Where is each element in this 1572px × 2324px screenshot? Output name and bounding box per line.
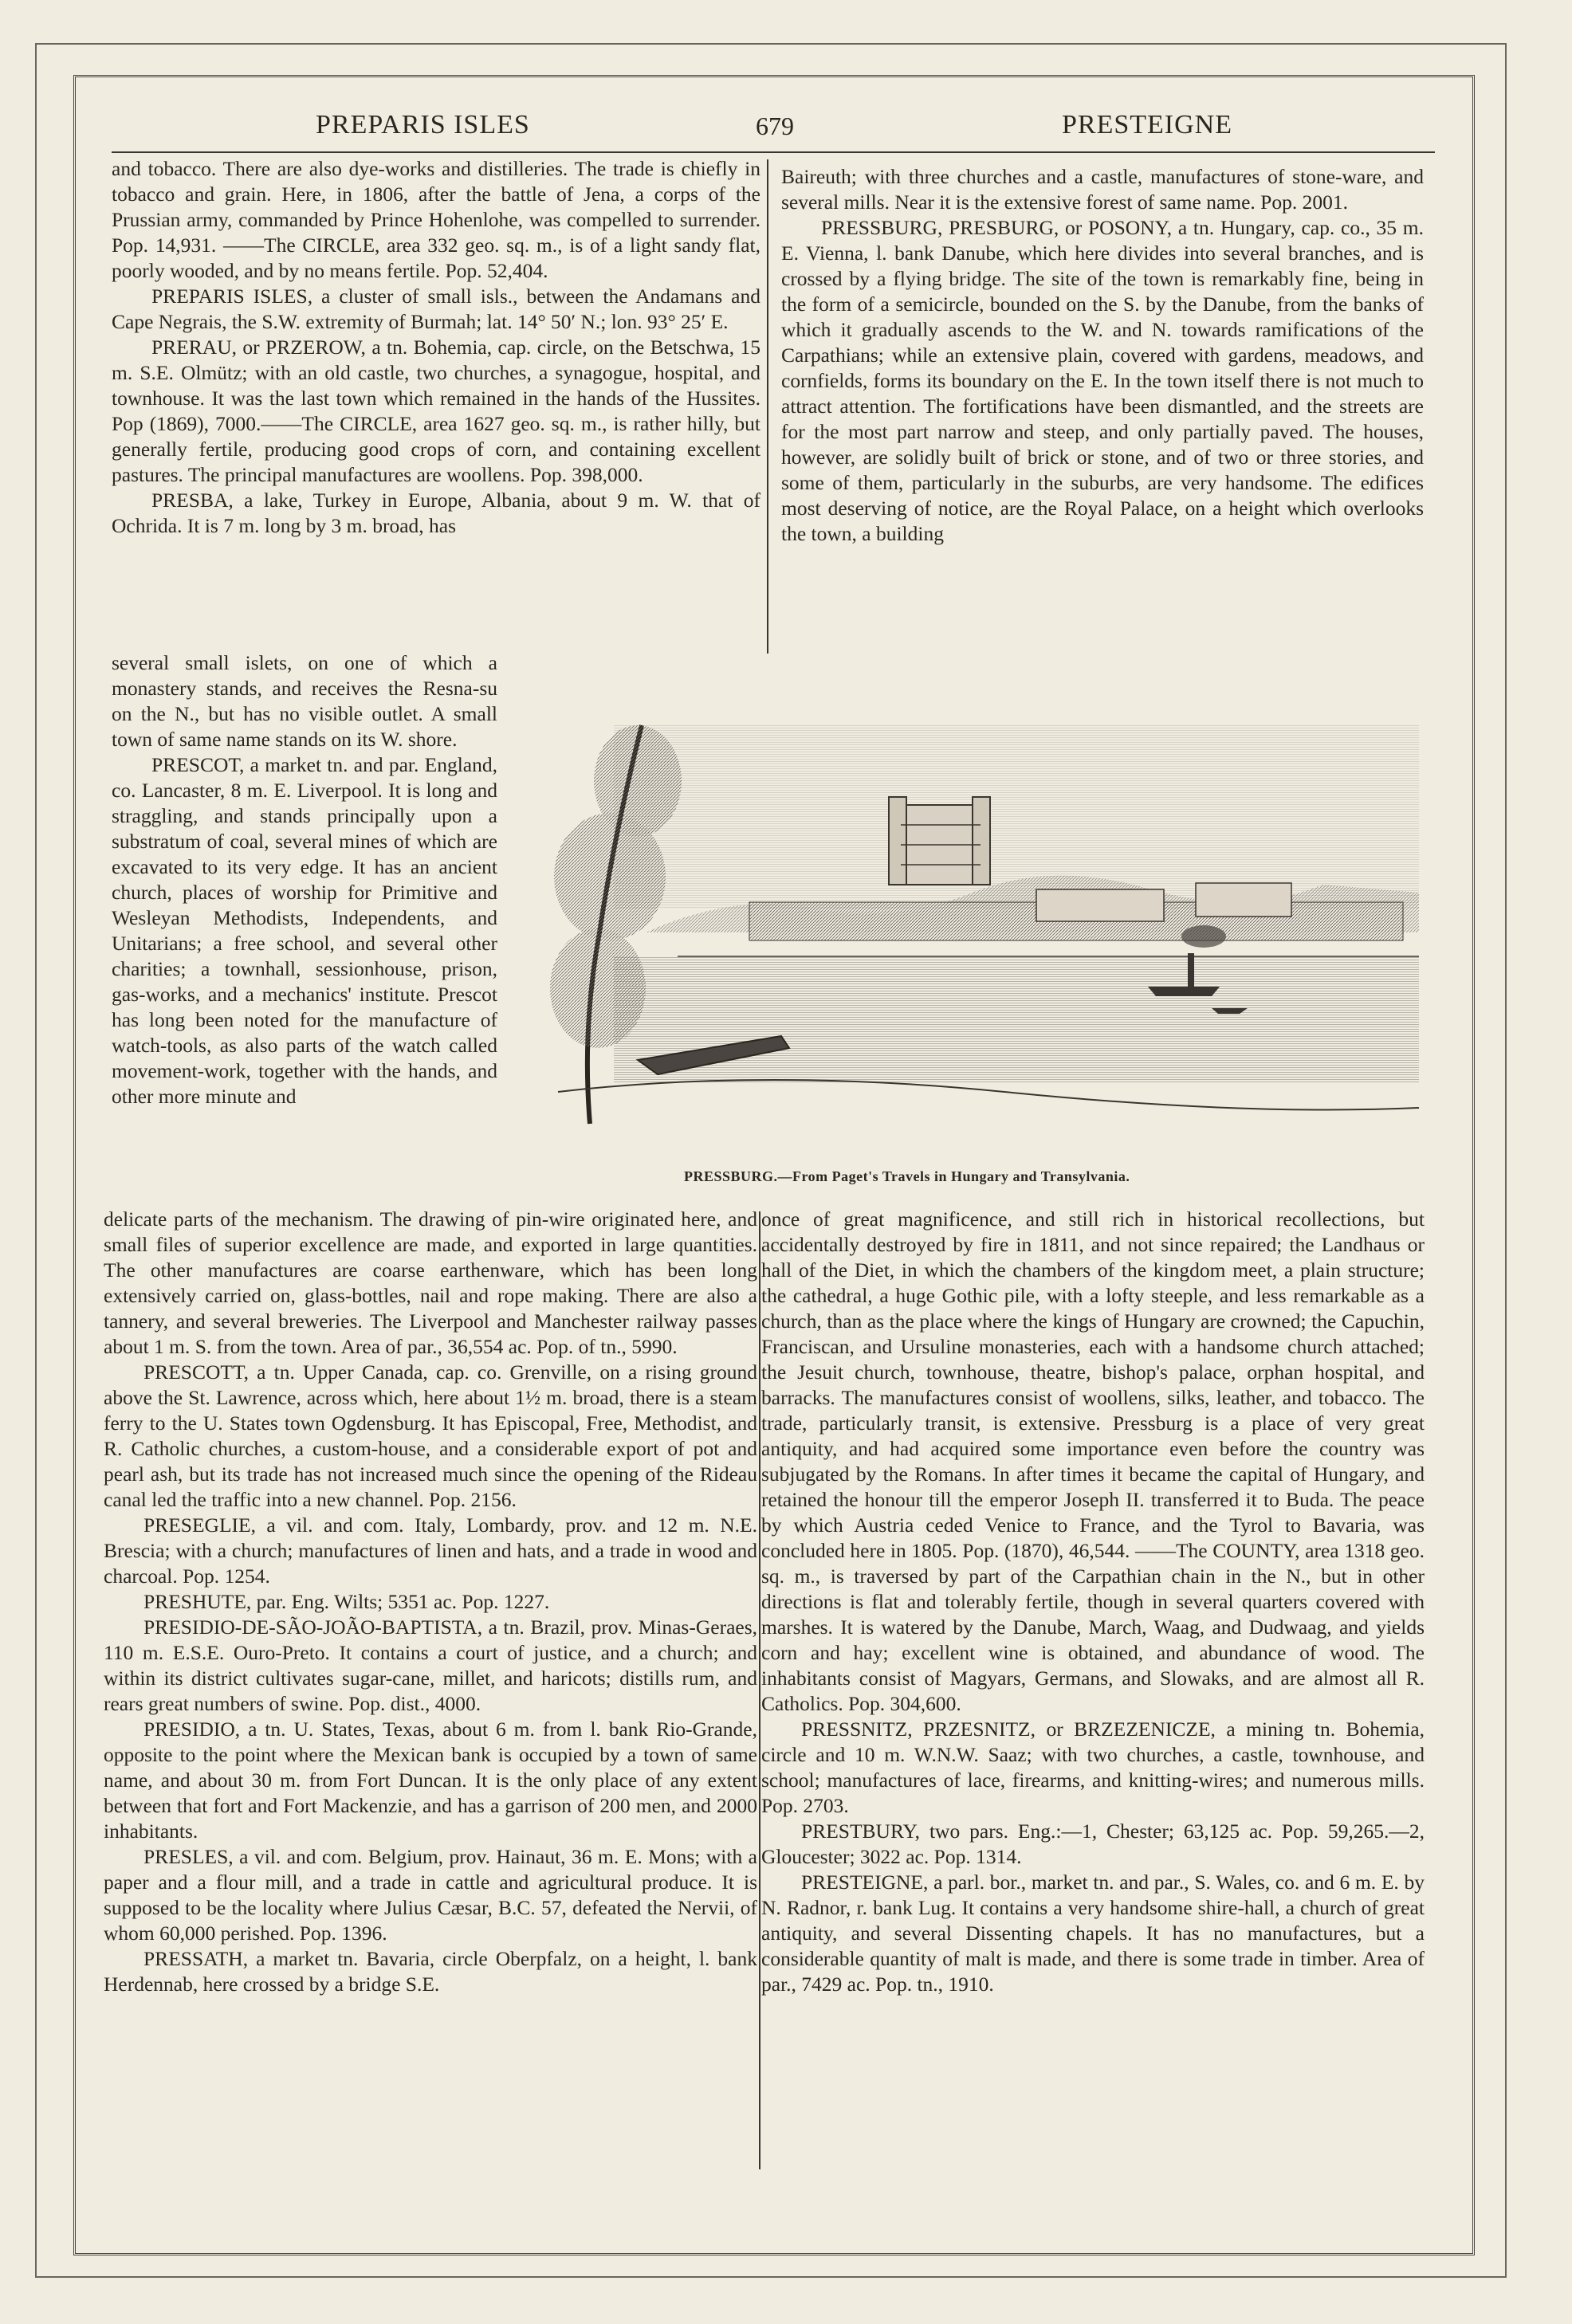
- entry-preshute: PRESHUTE, par. Eng. Wilts; 5351 ac. Pop. 1227.: [143, 1590, 550, 1613]
- entry-prescot: PRESCOT, a market tn. and par. England, co. Lancaster, 8 m. E. Liverpool. It is long and straggling, and stands principally upon a substratum of coal, several mines of which are excavated to its very edge. It has an ancient church, places of worship for Primitive and Wesleyan Methodists, Independents, and Unitarians; a free school, and several other charities; a townhall, sessionhouse, prison, gas-works, and a mechanics' institute. Prescot has long been noted for the manufacture of watch-tools, as also parts of the watch called movement-work, together with the hands, and other more minute and: [112, 753, 497, 1108]
- river: [614, 956, 1419, 1084]
- header-right: PRESTEIGNE: [1062, 110, 1232, 139]
- entry-pressburg: PRESSBURG, PRESBURG, or POSONY, a tn. Hungary, cap. co., 35 m. E. Vienna, l. bank Danube, which here divides into several branches, and is crossed by a flying bridge. The site of the town is remarkably fine, being in the form of a semicircle, bounded on the S. by the Danube, from the banks of which it gradually ascends to the W. and N. towards ramifications of the Carpathians; while an extensive plain, covered with gardens, meadows, and cornfields, forms its boundary on the E. In the town itself there is not much to attract attention. The fortifications have been dismantled, and the streets are for the most part narrow and steep, and only partially paved. The houses, however, are solidly built of brick or stone, and of two or three stories, and some of them, particularly in the suburbs, are very handsome. The edifices most deserving of notice, are the Royal Palace, on a height which overlooks the town, a building: [781, 216, 1424, 545]
- column-rule-top: [767, 159, 768, 654]
- entry-presba-cont: several small islets, on one of which a monastery stands, and receives the Resna-su on the N., but has no visible outlet. A small town of same name stands on its W. shore.: [112, 651, 497, 751]
- entry-preseglie: PRESEGLIE, a vil. and com. Italy, Lombardy, prov. and 12 m. N.E. Brescia; with a church; manufactures of linen and hats, and a trade in wood and charcoal. Pop. 1254.: [104, 1513, 757, 1588]
- entry-pressath: PRESSATH, a market tn. Bavaria, circle Oberpfalz, on a height, l. bank Herdennab, here crossed by a bridge S.E.: [104, 1947, 757, 1996]
- header-rule: [112, 151, 1435, 153]
- entry-presteigne: PRESTEIGNE, a parl. bor., market tn. and par., S. Wales, co. and 6 m. E. by N. Radnor, r. bank Lug. It contains a very handsome shire-hall, a church of great antiquity, and several Dissenting chapels. It has no manufactures, but a considerable quantity of malt is made, and there is some trade in timber. Area of par., 7429 ac. Pop. tn., 1910.: [761, 1871, 1425, 1996]
- pressburg-engraving: [526, 693, 1427, 1156]
- entry-presles: PRESLES, a vil. and com. Belgium, prov. Hainaut, 36 m. E. Mons; with a paper and a flour mill, and a trade in cattle and agricultural produce. It is supposed to be the locality where Julius Cæsar, B.C. 57, defeated the Nervii, of whom 60,000 perished. Pop. 1396.: [104, 1845, 757, 1945]
- column-left-top: [112, 156, 760, 539]
- entry-prerau: PRERAU, or PRZEROW, a tn. Bohemia, cap. circle, on the Betschwa, 15 m. S.E. Olmütz; with an old castle, two churches, a synagogue, hospital, and townhouse. It was the last town which remained in the hands of the Hussites. Pop (1869), 7000.——The CIRCLE, area 1627 geo. sq. m., is rather hilly, but generally fertile, producing good crops of corn, and containing excellent pastures. The principal manufactures are woollens. Pop. 398,000.: [112, 336, 760, 486]
- engraving-caption: PRESSBURG.—From Paget's Travels in Hungary and Transylvania.: [684, 1168, 1130, 1184]
- entry-text: Baireuth; with three churches and a castle, manufactures of stone-ware, and several mills. Near it is the extensive forest of same name. Pop. 2001.: [781, 165, 1424, 214]
- entry-presidio-de-sao-joao-baptista: PRESIDIO-DE-SÃO-JOÃO-BAPTISTA, a tn. Brazil, prov. Minas-Geraes, 110 m. E.S.E. Ouro-Preto. It contains a court of justice, and a church; and within its district cultivates sugar-cane, millet, and haricots; distills rum, and rears great numbers of swine. Pop. dist., 4000.: [104, 1615, 757, 1715]
- entry-pressnitz: PRESSNITZ, PRZESNITZ, or BRZEZENICZE, a mining tn. Bohemia, circle and 10 m. W.N.W. Saaz; with two churches, a castle, townhouse, and school; manufactures of lace, firearms, and knitting-wires; and numerous mills. Pop. 2703.: [761, 1717, 1425, 1817]
- entry-preparis-isles: PREPARIS ISLES, a cluster of small isls., between the Andamans and Cape Negrais, the S.W. extremity of Burmah; lat. 14° 50′ N.; lon. 93° 25′ E.: [112, 285, 760, 333]
- column-right-bottom: [761, 1207, 1425, 1997]
- entry-pressburg-cont: once of great magnificence, and still rich in historical recollections, but accidentally destroyed by fire in 1811, and not since repaired; the Landhaus or hall of the Diet, in which the chambers of the kingdom meet, a plain structure; the cathedral, a huge Gothic pile, with a lofty steeple, and less remarkable as a church, than as the place where the kings of Hungary are crowned; the Capuchin, Franciscan, and Ursuline monasteries, each with a handsome church attached; the Jesuit church, townhouse, theatre, bishop's palace, orphan hospital, and barracks. The manufactures consist of woollens, silks, leather, and tobacco. The trade, particularly transit, is extensive. Pressburg is a place of very great antiquity, and had acquired some importance even before the country was subjugated by the Romans. In after times it became the capital of Hungary, and retained the honour till the emperor Joseph II. transferred it to Buda. The peace by which Austria ceded Venice to France, and the Tyrol to Bavaria, was concluded here in 1805. Pop. (1870), 46,544. ——The COUNTY, area 1318 geo. sq. m., is traversed by part of the Carpathian chain in the N., but in other directions is flat and tolerably fertile, though in several quarters covered with marshes. It is watered by the Danube, March, Waag, and Dudwaag, and yields corn and hay; excellent wine is obtained, and abundance of wood. The inhabitants consist of Magyars, Germans, and Slowaks, and are almost all R. Catholics. Pop. 304,600.: [761, 1207, 1425, 1715]
- entry-text: and tobacco. There are also dye-works and distilleries. The trade is chiefly in tobacco and grain. Here, in 1806, after the battle of Jena, a corps of the Prussian army, commanded by Prince Hohenlohe, was compelled to surrender. Pop. 14,931. ——The CIRCLE, area 332 geo. sq. m., is of a light sandy flat, poorly wooded, and by no means fertile. Pop. 52,404.: [112, 157, 760, 282]
- column-right-top: [781, 164, 1424, 547]
- page-number: 679: [756, 112, 794, 140]
- header-left: PREPARIS ISLES: [316, 110, 530, 139]
- column-left-bottom: [104, 1207, 757, 1997]
- column-rule-bottom: [759, 1211, 760, 2169]
- castle: [889, 797, 990, 885]
- entry-prescott: PRESCOTT, a tn. Upper Canada, cap. co. Grenville, on a rising ground above the St. Lawrence, across which, here about 1½ m. broad, there is a steam ferry to the U. States town Ogdensburg. It has Episcopal, Free, Methodist, and R. Catholic churches, a custom-house, and a considerable export of pot and pearl ash, but its trade has not increased much since the opening of the Rideau canal led the traffic into a new channel. Pop. 2156.: [104, 1360, 757, 1511]
- foreground-shore: [558, 1080, 1419, 1110]
- entry-presba: PRESBA, a lake, Turkey in Europe, Albania, about 9 m. W. that of Ochrida. It is 7 m. long by 3 m. broad, has: [112, 489, 760, 537]
- running-header: [112, 110, 1435, 150]
- entry-prestbury: PRESTBURY, two pars. Eng.:—1, Chester; 63,125 ac. Pop. 59,265.—2, Gloucester; 3022 ac. Pop. 1314.: [761, 1820, 1425, 1868]
- column-narrow: [112, 650, 497, 1109]
- entry-presidio: PRESIDIO, a tn. U. States, Texas, about 6 m. from l. bank Rio-Grande, opposite to the point where the Mexican bank is occupied by a town of same name, and about 30 m. from Fort Duncan. It is the only place of any extent between that fort and Fort Mackenzie, and has a garrison of 200 men, and 2000 inhabitants.: [104, 1717, 757, 1843]
- entry-prescot-cont: delicate parts of the mechanism. The drawing of pin-wire originated here, and small files of superior excellence are made, and exported in large quantities. The other manufactures are coarse earthenware, which has been long extensively carried on, glass-bottles, nail and rope making. There are also a tannery, and several breweries. The Liverpool and Manchester railway passes about 1 m. S. from the town. Area of par., 36,554 ac. Pop. of tn., 5990.: [104, 1207, 757, 1358]
